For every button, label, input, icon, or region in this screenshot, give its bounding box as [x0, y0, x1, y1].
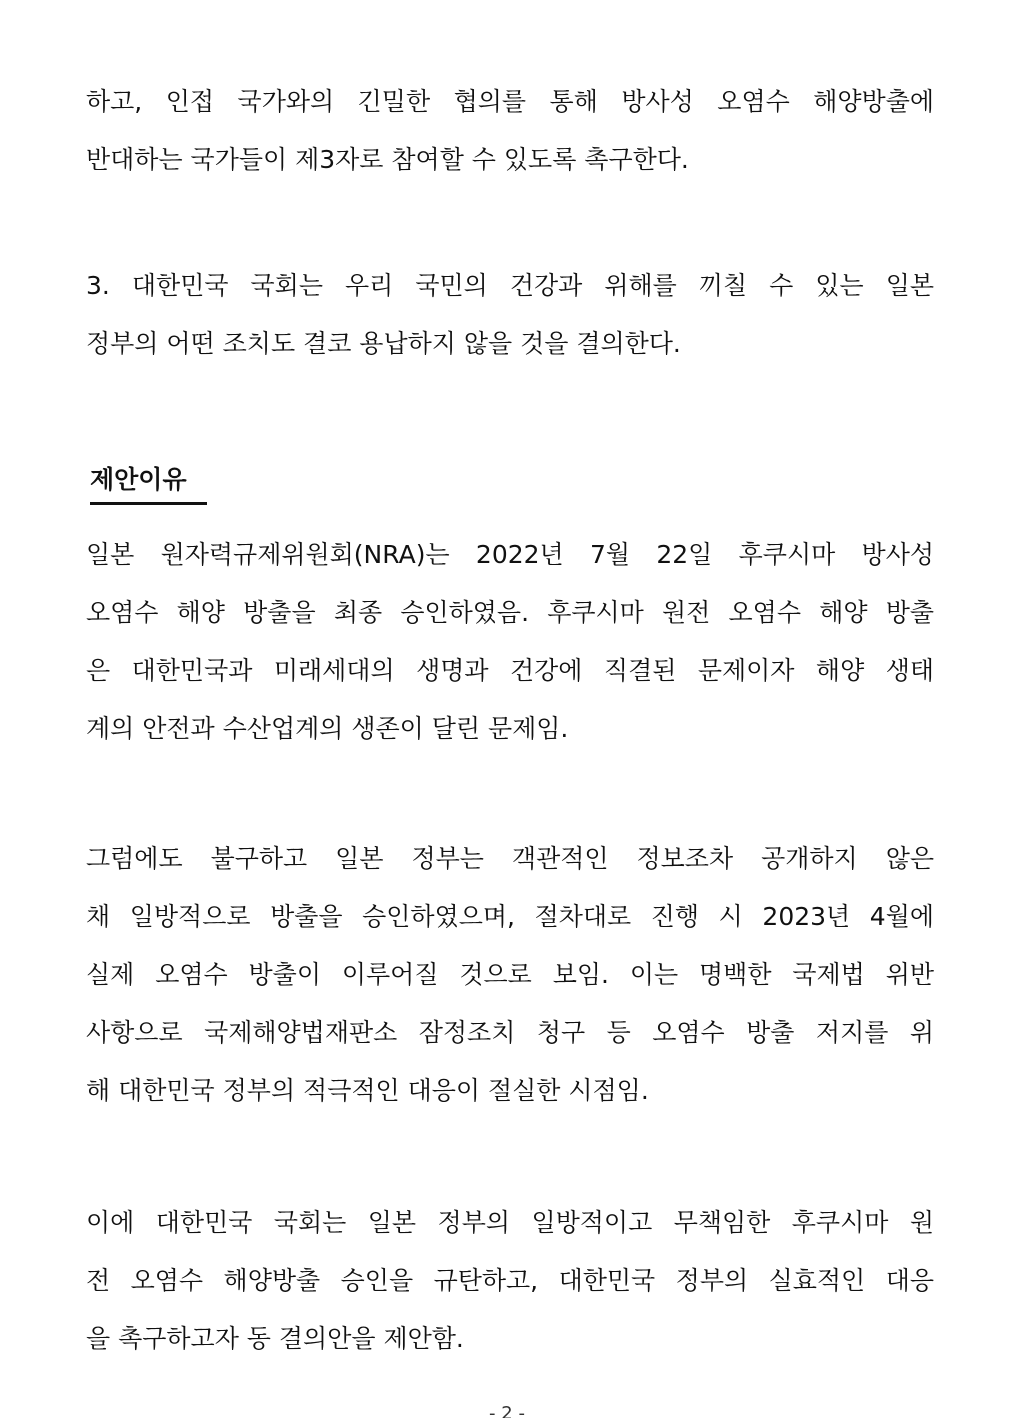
- page-number: - 2 -: [489, 1403, 525, 1418]
- text-line: 채 일방적으로 방출을 승인하였으며, 절차대로 진행 시 2023년 4월에: [86, 902, 934, 931]
- text-line: 이에 대한민국 국회는 일본 정부의 일방적이고 무책임한 후쿠시마 원: [86, 1208, 934, 1237]
- paragraph-reason-2: [86, 830, 934, 1120]
- text-line: 그럼에도 불구하고 일본 정부는 객관적인 정보조차 공개하지 않은: [86, 844, 934, 873]
- paragraph-reason-1: [86, 526, 934, 758]
- paragraph-resolution-item-3: [86, 257, 934, 373]
- paragraph-resolution-continued: [86, 73, 934, 189]
- section-heading-proposal-reason: 제안이유: [90, 458, 207, 505]
- text-line: 전 오염수 해양방출 승인을 규탄하고, 대한민국 정부의 실효적인 대응: [86, 1266, 934, 1295]
- text-line: 하고, 인접 국가와의 긴밀한 협의를 통해 방사성 오염수 해양방출에: [86, 87, 934, 116]
- paragraph-reason-3: [86, 1194, 934, 1368]
- text-line: 을 촉구하고자 동 결의안을 제안함.: [86, 1324, 464, 1353]
- text-line: 일본 원자력규제위원회(NRA)는 2022년 7월 22일 후쿠시마 방사성: [86, 540, 934, 569]
- text-line: 계의 안전과 수산업계의 생존이 달린 문제임.: [86, 714, 569, 743]
- text-line: 오염수 해양 방출을 최종 승인하였음. 후쿠시마 원전 오염수 해양 방출: [86, 598, 934, 627]
- text-line: 정부의 어떤 조치도 결코 용납하지 않을 것을 결의한다.: [86, 329, 681, 358]
- text-line: 실제 오염수 방출이 이루어질 것으로 보임. 이는 명백한 국제법 위반: [86, 960, 934, 989]
- text-line: 3. 대한민국 국회는 우리 국민의 건강과 위해를 끼칠 수 있는 일본: [86, 271, 934, 300]
- text-line: 은 대한민국과 미래세대의 생명과 건강에 직결된 문제이자 해양 생태: [86, 656, 934, 685]
- text-line: 해 대한민국 정부의 적극적인 대응이 절실한 시점임.: [86, 1076, 649, 1105]
- text-line: 사항으로 국제해양법재판소 잠정조치 청구 등 오염수 방출 저지를 위: [86, 1018, 934, 1047]
- text-line: 반대하는 국가들이 제3자로 참여할 수 있도록 촉구한다.: [86, 145, 689, 174]
